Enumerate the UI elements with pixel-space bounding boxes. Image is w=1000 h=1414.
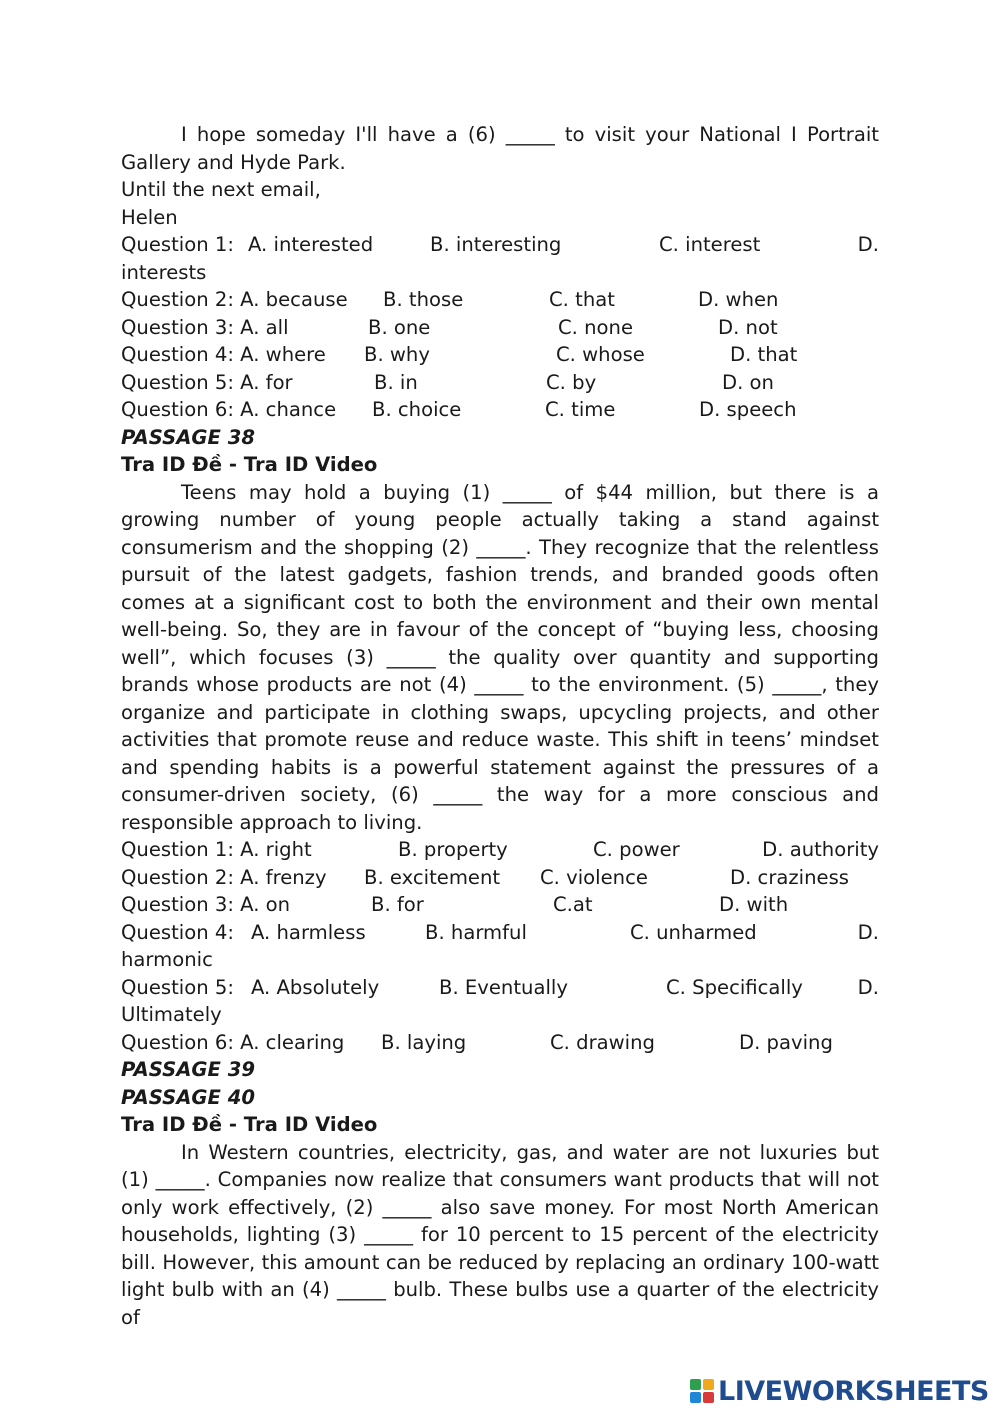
p37-closing: Until the next email, (121, 178, 321, 201)
question-label: Question 5: A. for (121, 370, 293, 394)
passage-38-subheading: Tra ID Đề - Tra ID Video (121, 453, 378, 476)
option-d: D. on (722, 370, 774, 394)
p38-question-5 (121, 974, 879, 1029)
liveworksheets-logo-icon (690, 1379, 714, 1403)
question-label: Question 5: (121, 975, 234, 999)
option-d-text: Ultimately (121, 1003, 222, 1026)
passage-40-heading: PASSAGE 40 (121, 1085, 255, 1109)
option-c: C. time (545, 398, 616, 421)
option-b: B. property (398, 838, 508, 861)
question-label: Question 4: A. where (121, 343, 326, 366)
option-c: C. that (549, 288, 615, 311)
logo-wordmark: LIVEWORKSHEETS (718, 1375, 989, 1407)
option-d-text: harmonic (121, 948, 213, 971)
option-d-text: interests (121, 260, 207, 284)
option-c: C. drawing (550, 1030, 655, 1054)
option-c: C. Specifically (666, 975, 803, 999)
option-d: D. (857, 920, 879, 944)
question-label: Question 1: (121, 233, 234, 256)
option-d: D. (857, 233, 879, 256)
option-b: B. interesting (430, 233, 562, 256)
option-d: D. with (719, 893, 789, 916)
option-b: B. harmful (425, 920, 527, 944)
p38-question-1 (121, 836, 879, 864)
question-label: Question 1: A. right (121, 838, 312, 861)
option-b: B. in (374, 370, 418, 394)
option-d: D. (857, 975, 879, 999)
p37-question-1 (121, 231, 879, 286)
p37-question-5 (121, 369, 879, 397)
option-b: B. for (371, 893, 424, 916)
p37-signature: Helen (121, 205, 178, 229)
option-d: D. speech (699, 398, 797, 421)
p38-question-4 (121, 919, 879, 974)
passage-38-heading: PASSAGE 38 (121, 425, 255, 449)
passage-40-subheading: Tra ID Đề - Tra ID Video (121, 1113, 378, 1136)
p38-question-6 (121, 1029, 879, 1057)
question-label: Question 6: A. clearing (121, 1030, 345, 1054)
p37-last-paragraph: I hope someday I'll have a (6) _____ to visit your National I Portrait Gallery and Hyde Park. (121, 123, 879, 174)
option-c: C. none (558, 315, 634, 339)
option-d: D. not (718, 315, 778, 339)
option-b: B. Eventually (439, 975, 568, 999)
question-label: Question 2: A. frenzy (121, 865, 327, 889)
option-c: C. by (546, 370, 597, 394)
option-d: D. that (730, 343, 798, 366)
option-b: B. excitement (364, 865, 501, 889)
option-c: C. interest (659, 233, 761, 256)
option-d: D. authority (762, 838, 879, 861)
option-b: B. those (383, 288, 464, 311)
question-label: Question 2: A. because (121, 288, 348, 311)
worksheet-page (121, 121, 879, 1331)
option-b: B. why (364, 343, 430, 366)
option-c: C. violence (540, 865, 648, 889)
option-c: C.at (553, 893, 593, 916)
question-label: Question 6: A. chance (121, 398, 337, 421)
option-c: C. unharmed (630, 920, 757, 944)
option-d: D. craziness (730, 865, 849, 889)
p38-question-3 (121, 891, 879, 919)
p37-question-4 (121, 341, 879, 369)
option-b: B. choice (372, 398, 462, 421)
option-c: C. whose (556, 343, 645, 366)
liveworksheets-logo (690, 1376, 989, 1406)
p37-question-2 (121, 286, 879, 314)
p37-question-3 (121, 314, 879, 342)
passage-39-heading: PASSAGE 39 (121, 1058, 255, 1081)
question-label: Question 3: A. all (121, 315, 289, 339)
p37-question-6 (121, 396, 879, 424)
option-c: C. power (593, 838, 680, 861)
passage-38-body: Teens may hold a buying (1) _____ of $44 million, but there is a growing number of young people actually taking a stand against consumerism and the shopping (2) _____. They recognize that the relentless pursuit of the latest gadgets, fashion trends, and branded goods often comes at a significant cost to both the environment and their own mental well-being. So, they are in favour of the concept of “buying less, choosing well”, which focuses (3) _____ the quality over quantity and supporting brands whose products are not (4) _____ to the environment. (5) _____, they organize and participate in clothing swaps, upcycling projects, and other activities that promote reuse and reduce waste. This shift in teens’ mindset and spending habits is a powerful statement against the pressures of a consumer-driven society, (6) _____ the way for a more conscious and responsible approach to living. (121, 480, 879, 834)
option-d: D. paving (739, 1030, 833, 1054)
option-a: A. Absolutely (251, 975, 380, 999)
question-label: Question 4: (121, 920, 234, 944)
passage-40-body: In Western countries, electricity, gas, and water are not luxuries but (1) _____. Companies now realize that consumers want products that will not only work effectively, (2) _____ also save money. For most North American households, lighting (3) _____ for 10 percent to 15 percent of the electricity bill. However, this amount can be reduced by replacing an ordinary 100-watt light bulb with an (4) _____ bulb. These bulbs use a quarter of the electricity of (121, 1140, 879, 1329)
option-b: B. laying (381, 1030, 467, 1054)
question-label: Question 3: A. on (121, 893, 291, 916)
option-b: B. one (368, 315, 431, 339)
option-a: A. harmless (251, 920, 366, 944)
option-a: A. interested (248, 233, 374, 256)
p38-question-2 (121, 864, 879, 892)
option-d: D. when (698, 288, 779, 311)
